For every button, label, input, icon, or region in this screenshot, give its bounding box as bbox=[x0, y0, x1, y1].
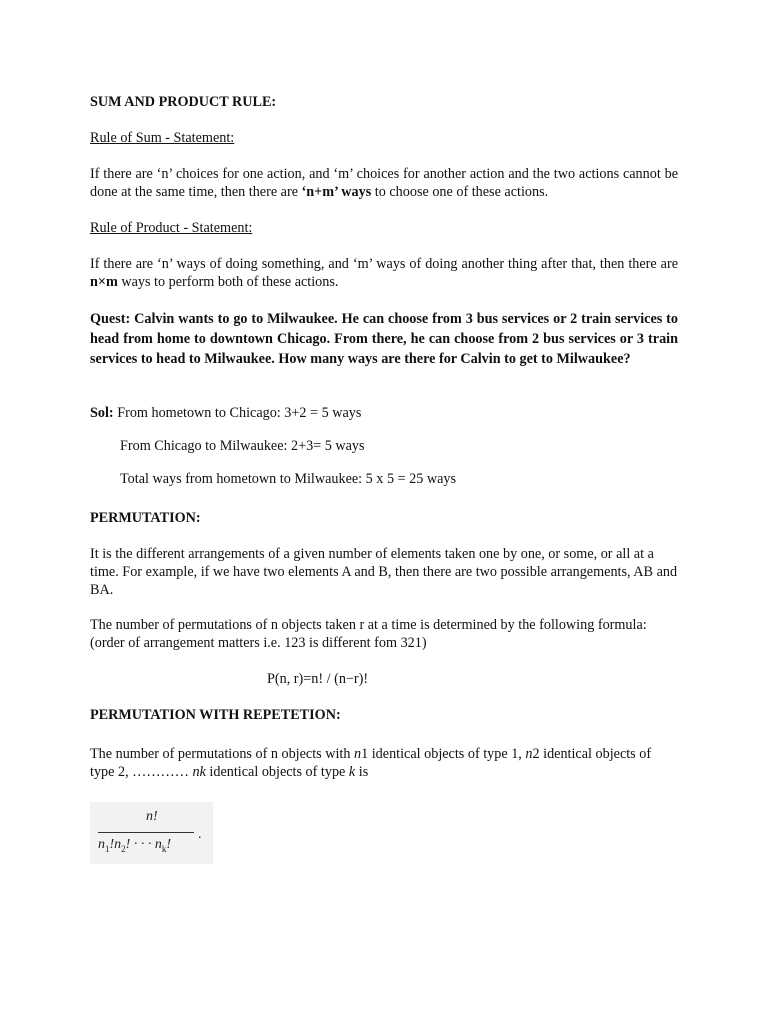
k-symbol: k bbox=[348, 764, 356, 780]
sum-product-heading: SUM AND PRODUCT RULE: bbox=[90, 94, 277, 110]
repetition-heading: PERMUTATION WITH REPETETION: bbox=[90, 707, 341, 723]
repetition-text-c: identical objects of type 2, ………… bbox=[90, 746, 652, 780]
den-end: ! bbox=[166, 837, 172, 852]
rule-of-product-text bbox=[90, 255, 678, 291]
solution-line-1-text: From hometown to Chicago: 3+2 = 5 ways bbox=[113, 405, 362, 421]
rule-of-sum-text bbox=[90, 165, 678, 201]
den-nk: ! · · · n bbox=[125, 837, 162, 852]
den-n1-sub: 1 bbox=[105, 843, 110, 854]
n1-symbol: n bbox=[354, 746, 362, 762]
fraction-numerator: n! bbox=[146, 809, 158, 824]
rule-of-product-text-a: If there are ‘n’ ways of doing something, and ‘m’ ways of doing another thing after that, then there are bbox=[90, 256, 678, 272]
repetition-text bbox=[90, 745, 678, 781]
n1-index: 1 bbox=[361, 746, 369, 762]
fraction-trailing-dot: . bbox=[198, 827, 202, 842]
fraction-denominator bbox=[98, 836, 171, 858]
den-nk-sub: k bbox=[161, 843, 167, 854]
solution-label: Sol: bbox=[90, 405, 114, 421]
repetition-text-b: identical objects of type 1, bbox=[368, 746, 526, 762]
repetition-text-e: is bbox=[355, 764, 369, 780]
rule-of-sum-bold: ‘n+m’ ways bbox=[301, 184, 372, 200]
question-text: Quest: Calvin wants to go to Milwaukee. He can choose from 3 bus services or 2 train services to head from home to downtown Chicago. From there, he can choose from 2 bus services or 3 train services to head to Milwaukee. How many ways are there for Calvin to get to Milwaukee? bbox=[90, 311, 678, 367]
multinomial-formula-image bbox=[90, 802, 213, 864]
rule-of-sum-text-b: to choose one of these actions. bbox=[371, 184, 549, 200]
rule-of-product-bold: n×m bbox=[90, 274, 118, 290]
den-n2: !n bbox=[109, 837, 122, 852]
den-n1: n bbox=[98, 837, 105, 852]
rule-of-sum-text-a: If there are ‘n’ choices for one action, and ‘m’ choices for another action and the two actions cannot be done at the same time, then there are bbox=[90, 166, 678, 200]
permutation-formula: P(n, r)=n! / (n−r)! bbox=[267, 671, 369, 687]
rule-of-product-text-b: ways to perform both of these actions. bbox=[117, 274, 339, 290]
n2-index: 2 bbox=[532, 746, 540, 762]
repetition-text-d: identical objects of type bbox=[205, 764, 349, 780]
permutation-para-2: The number of permutations of n objects taken r at a time is determined by the following formula: (order of arrangement matters i.e. 123 is different fom 321) bbox=[90, 617, 647, 651]
solution-line-2: From Chicago to Milwaukee: 2+3= 5 ways bbox=[120, 438, 365, 454]
n2-symbol: n bbox=[525, 746, 533, 762]
rule-of-sum-title: Rule of Sum - Statement: bbox=[90, 130, 235, 146]
permutation-para-1: It is the different arrangements of a given number of elements taken one by one, or some, or all at a time. For example, if we have two elements A and B, then there are two possible arrangements, AB and BA. bbox=[90, 546, 678, 598]
solution-line-3: Total ways from hometown to Milwaukee: 5 x 5 = 25 ways bbox=[120, 471, 457, 487]
repetition-text-a: The number of permutations of n objects with bbox=[90, 746, 354, 762]
permutation-heading: PERMUTATION: bbox=[90, 510, 201, 526]
solution-line-1 bbox=[90, 404, 678, 422]
fraction-bar bbox=[98, 832, 194, 833]
den-n2-sub: 2 bbox=[121, 843, 126, 854]
rule-of-product-title: Rule of Product - Statement: bbox=[90, 220, 253, 236]
nk-symbol: nk bbox=[192, 764, 206, 780]
